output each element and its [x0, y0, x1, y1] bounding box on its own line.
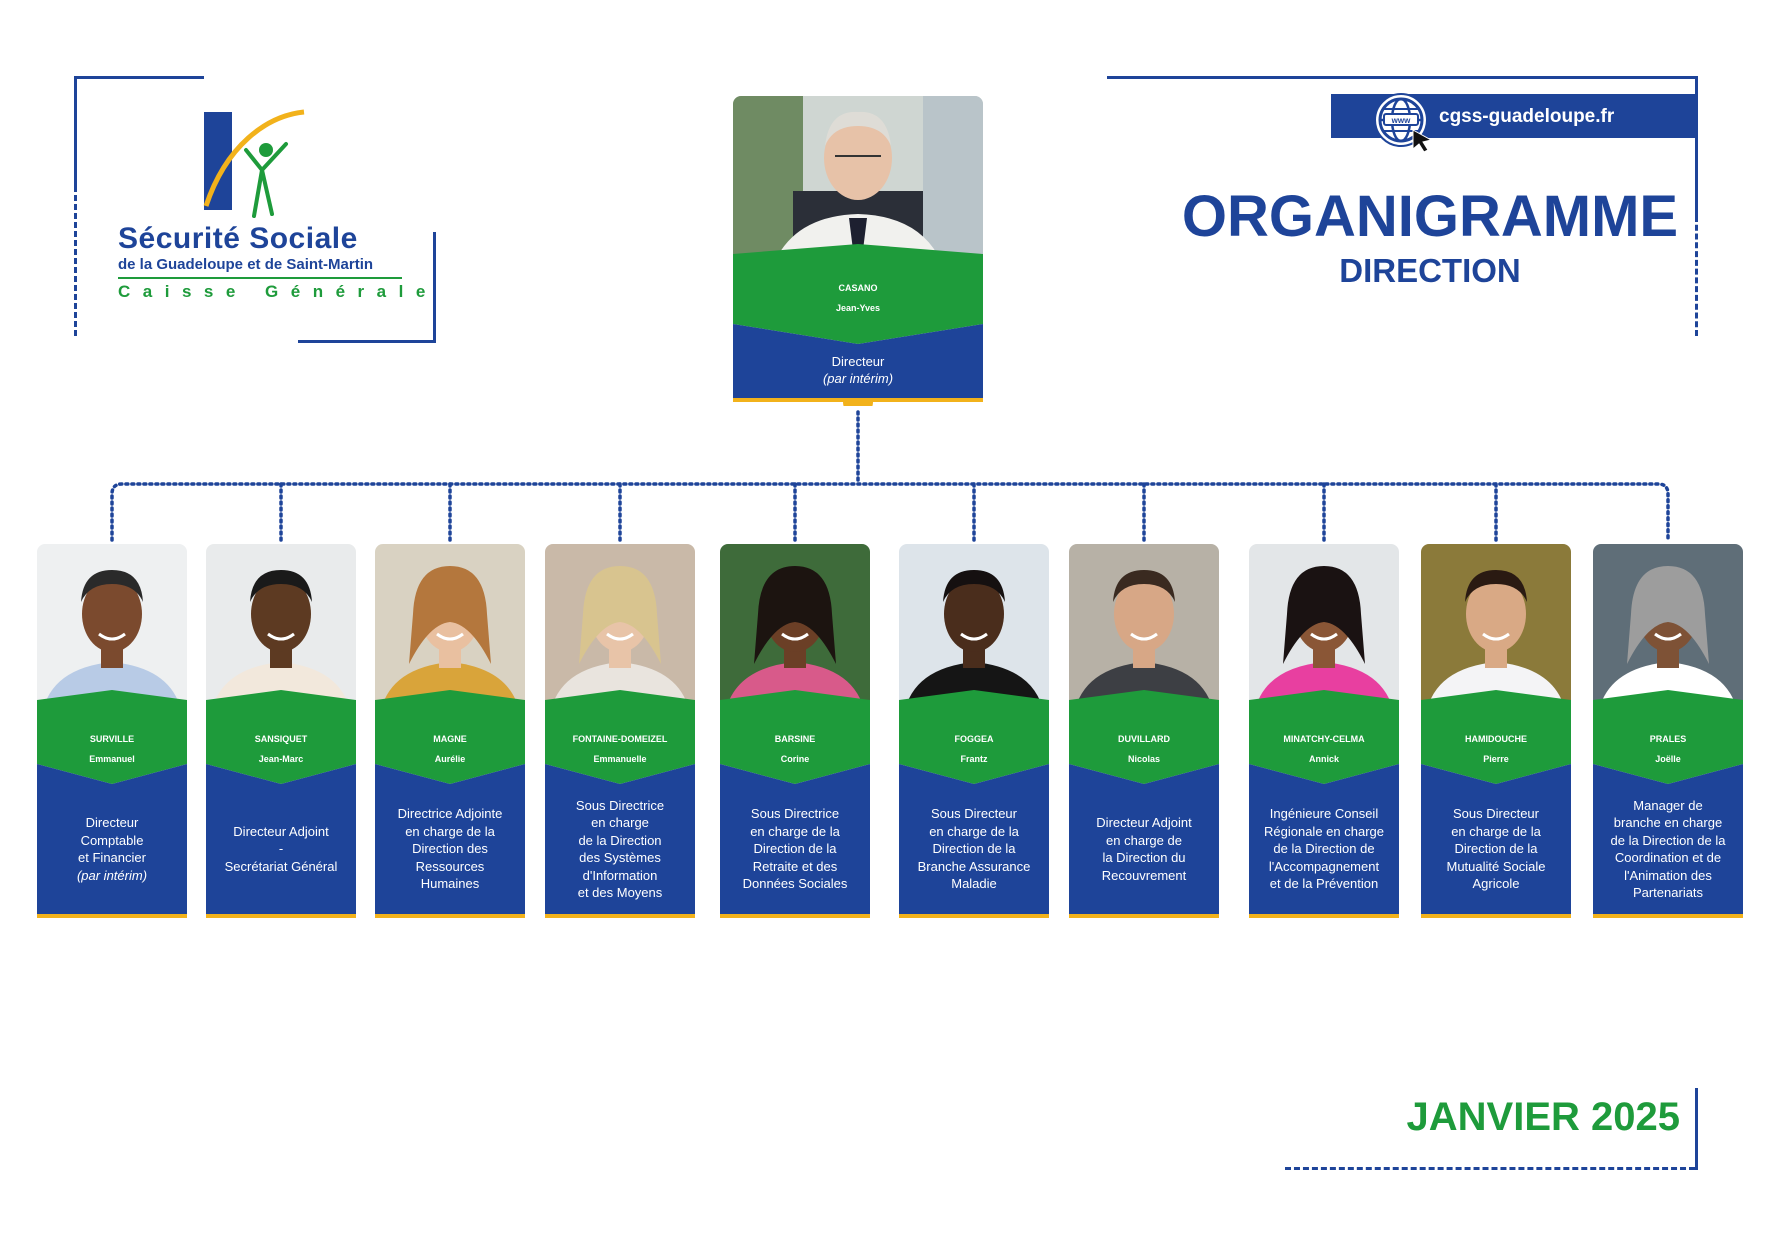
- member-role-line: -: [278, 841, 284, 857]
- member-role-line: Directeur Adjoint: [233, 823, 329, 839]
- edition-date: JANVIER 2025: [1406, 1095, 1680, 1139]
- member-first-name: Corine: [780, 754, 810, 764]
- member-role: [1249, 788, 1399, 910]
- member-role-line: Directrice Adjointe: [397, 806, 503, 822]
- member-role: [37, 788, 187, 910]
- member-role-line: Direction de la: [1454, 841, 1538, 857]
- member-role-line: Sous Directrice: [575, 797, 665, 813]
- member-role-line: Sous Directeur: [931, 806, 1017, 822]
- logo-subtitle: de la Guadeloupe et de Saint-Martin: [118, 256, 374, 273]
- member-last-name: FONTAINE-DOMEIZEL: [572, 734, 668, 744]
- page-title: ORGANIGRAMME: [1181, 184, 1679, 249]
- director-role-note: (par intérim): [822, 371, 894, 386]
- member-role-line: Maladie: [951, 876, 997, 892]
- member-role-line: Retraite et des: [752, 858, 838, 874]
- website-url[interactable]: cgss-guadeloupe.fr: [1439, 106, 1615, 127]
- member-last-name: HAMIDOUCHE: [1465, 734, 1527, 744]
- member-role-line: Ingénieure Conseil: [1269, 806, 1379, 822]
- member-role: [206, 788, 356, 910]
- member-role-line: Comptable: [80, 832, 144, 848]
- member-role-line: en charge: [591, 815, 649, 830]
- member-first-name: Aurélie: [434, 754, 466, 764]
- member-role-line: en charge de la: [1451, 823, 1541, 839]
- member-card: [1421, 544, 1571, 920]
- member-role-line: Ressources: [415, 858, 485, 874]
- member-role-line: de la Direction: [578, 832, 662, 848]
- member-role: [1421, 788, 1571, 910]
- member-last-name: SANSIQUET: [254, 734, 308, 744]
- member-role-line: de la Direction de la: [1610, 832, 1726, 848]
- svg-text:www: www: [1391, 116, 1411, 125]
- member-role-line: et des Moyens: [577, 885, 663, 900]
- logo-name: Sécurité Sociale: [118, 222, 358, 255]
- member-role-line: d'Information: [582, 867, 658, 883]
- member-last-name: SURVILLE: [89, 734, 135, 744]
- member-role-line: Partenariats: [1632, 885, 1704, 900]
- member-role-line: des Systèmes: [579, 850, 661, 865]
- member-last-name: PRALES: [1649, 734, 1687, 744]
- logo-caisse: Caisse Générale: [118, 282, 438, 301]
- member-role-line: Branche Assurance: [917, 858, 1031, 874]
- director-card: [733, 96, 983, 406]
- member-role-line: en charge de la: [929, 823, 1019, 839]
- member-role-line: Humaines: [420, 876, 480, 892]
- member-card: [545, 544, 695, 920]
- member-card: [720, 544, 870, 920]
- member-role-line: Direction de la: [932, 841, 1016, 857]
- member-first-name: Nicolas: [1127, 754, 1160, 764]
- member-first-name: Pierre: [1483, 754, 1509, 764]
- member-card: [899, 544, 1049, 920]
- member-role-line: Secrétariat Général: [224, 858, 338, 874]
- member-role: [1069, 788, 1219, 910]
- member-role: [375, 788, 525, 910]
- member-role-line: Régionale en charge: [1264, 823, 1384, 839]
- member-role: [1593, 788, 1743, 910]
- member-first-name: Emmanuelle: [593, 754, 647, 764]
- member-first-name: Jean-Marc: [258, 754, 304, 764]
- member-role-line: et de la Prévention: [1269, 876, 1379, 892]
- member-card: [206, 544, 356, 920]
- member-role-line: Données Sociales: [742, 876, 848, 892]
- member-first-name: Emmanuel: [89, 754, 135, 764]
- member-role-line: Coordination et de: [1614, 850, 1722, 865]
- member-role-line: la Direction du: [1102, 850, 1186, 865]
- member-role-line: en charge de la: [750, 823, 840, 839]
- member-card: [1249, 544, 1399, 920]
- director-role: [733, 348, 983, 392]
- director-last-name: CASANO: [838, 283, 878, 293]
- member-last-name: MINATCHY-CELMA: [1283, 734, 1365, 744]
- member-role-line: Sous Directeur: [1453, 806, 1539, 822]
- member-role-line: Directeur: [85, 815, 139, 830]
- member-role-line: Mutualité Sociale: [1446, 858, 1546, 874]
- member-role-line: Recouvrement: [1101, 867, 1187, 883]
- member-first-name: Frantz: [960, 754, 988, 764]
- member-role-line: Agricole: [1472, 876, 1520, 892]
- member-role: [720, 788, 870, 910]
- member-role-line: de la Direction de: [1273, 841, 1375, 857]
- member-last-name: DUVILLARD: [1118, 734, 1170, 744]
- member-first-name: Joëlle: [1655, 754, 1681, 764]
- member-last-name: BARSINE: [774, 734, 816, 744]
- member-card: [1593, 544, 1743, 920]
- member-role-line: Manager de: [1633, 797, 1703, 813]
- member-role-note: (par intérim): [76, 867, 148, 883]
- member-role-line: en charge de: [1106, 832, 1182, 848]
- member-last-name: MAGNE: [433, 734, 467, 744]
- member-card: [37, 544, 187, 920]
- member-role: [899, 788, 1049, 910]
- page-subtitle: DIRECTION: [1339, 252, 1521, 289]
- member-role-line: Direction des: [412, 841, 488, 857]
- director-role-line: Directeur: [831, 353, 885, 369]
- connector-bus: [112, 484, 1668, 540]
- member-card: [1069, 544, 1219, 920]
- member-role-line: Directeur Adjoint: [1096, 815, 1192, 830]
- member-first-name: Annick: [1308, 754, 1339, 764]
- director-first-name: Jean-Yves: [835, 303, 881, 313]
- member-role-line: et Financier: [78, 850, 146, 865]
- member-role-line: l'Accompagnement: [1268, 858, 1380, 874]
- member-role-line: Sous Directrice: [750, 806, 840, 822]
- member-role-line: en charge de la: [405, 823, 495, 839]
- member-role: [545, 788, 695, 910]
- member-role-line: branche en charge: [1613, 815, 1723, 830]
- member-role-line: l'Animation des: [1624, 867, 1712, 883]
- member-card: [375, 544, 525, 920]
- member-last-name: FOGGEA: [954, 734, 994, 744]
- member-role-line: Direction de la: [753, 841, 837, 857]
